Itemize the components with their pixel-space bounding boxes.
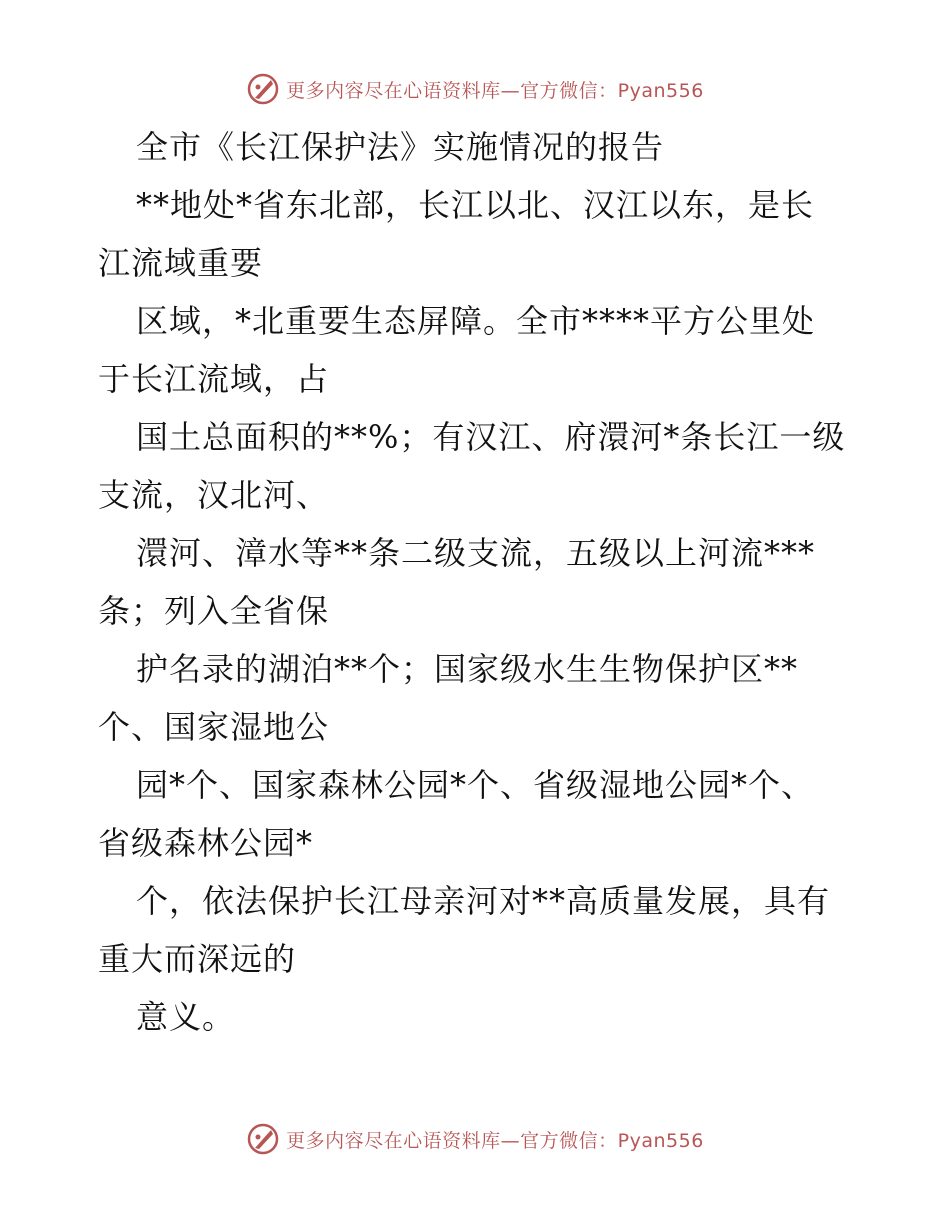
paragraph-line: 省级森林公园* <box>98 824 314 862</box>
paragraph-line: 意义。 <box>136 998 236 1036</box>
paragraph-line: 澴河、漳水等**条二级支流，五级以上河流*** <box>136 534 816 572</box>
paragraph-line: 护名录的湖泊**个；国家级水生生物保护区** <box>136 650 799 688</box>
paragraph-line: 区域，*北重要生态屏障。全市****平方公里处 <box>136 302 816 340</box>
document-title: 全市《长江保护法》实施情况的报告 <box>136 128 665 166</box>
document-body <box>98 118 858 1046</box>
paragraph-line: 支流，汉北河、 <box>98 476 330 514</box>
paragraph-line: 重大而深远的 <box>98 940 297 978</box>
paragraph-line: 个，依法保护长江母亲河对**高质量发展，具有 <box>136 882 831 920</box>
paragraph-line: 园*个、国家森林公园*个、省级湿地公园*个、 <box>136 766 815 804</box>
paragraph-line: 江流域重要 <box>98 244 264 282</box>
quill-logo-icon <box>246 1122 280 1156</box>
quill-logo-icon <box>246 72 280 106</box>
paragraph-line: 国土总面积的**%；有汉江、府澴河*条长江一级 <box>136 418 846 456</box>
header-watermark <box>0 72 950 106</box>
paragraph-line: **地处*省东北部，长江以北、汉江以东，是长 <box>136 186 815 224</box>
watermark-text: 更多内容尽在心语资料库—官方微信：Pyan556 <box>286 79 704 102</box>
paragraph-line: 条；列入全省保 <box>98 592 330 630</box>
footer-watermark <box>0 1122 950 1156</box>
watermark-text: 更多内容尽在心语资料库—官方微信：Pyan556 <box>286 1129 704 1152</box>
paragraph-line: 个、国家湿地公 <box>98 708 330 746</box>
paragraph-line: 于长江流域，占 <box>98 360 330 398</box>
